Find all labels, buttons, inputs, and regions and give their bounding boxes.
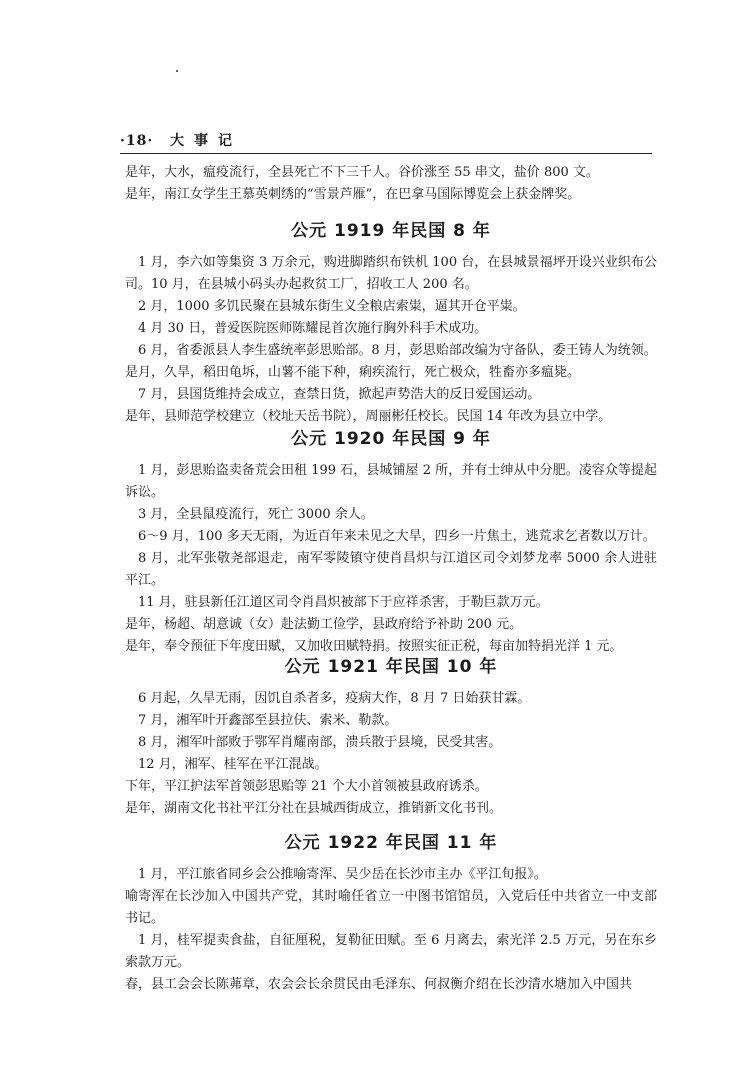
paragraph: 4 月 30 日，普爱医院医师陈耀昆首次施行胸外科手术成功。 [138,321,488,336]
page-number: ·18· [120,133,154,149]
section-1921 [125,652,657,820]
paragraph: 7 月，湘军叶开鑫部至县拉伕、索米、勒款。 [138,713,398,728]
paragraph: 7 月，县国货维持会成立，查禁日货，掀起声势浩大的反日爱国运动。 [138,387,541,402]
paragraph: 是年，大水，瘟疫流行，全县死亡不下三千人。谷价涨至 55 串文，盐价 800 文。 [125,165,599,180]
paragraph: 1 月，平江旅省同乡会公推喻寄浑、吴少岳在长沙市主办《平江旬报》。 [138,867,547,882]
paragraph: 是年，县师范学校建立（校址天岳书院），周丽彬任校长。民国 14 年改为县立中学。 [125,409,612,424]
paragraph: 是月，久旱，稻田龟坼，山薯不能下种，痢疾流行，死亡极众，牲畜亦多瘟毙。 [125,365,581,380]
paragraph: 是年，杨超、胡意诚（女）赴法勤工俭学，县政府给予补助 200 元。 [125,617,523,632]
section-title: 公元 1920 年民国 9 年 [291,429,491,449]
paragraph: 1 月，桂军提卖食盐，自征厘税，复勒征田赋。至 6 月离去，索光洋 2.5 万元，另在东乡索款万元。 [125,933,657,970]
paragraph: 喻寄浑在长沙加入中国共产党，其时喻任省立一中图书馆馆员，入党后任中共省立一中支部书记。 [125,889,657,926]
paragraph: 1 月，李六如等集资 3 万余元，购进脚踏织布铁机 100 台，在县城景福坪开设兴业织布公司。10 月，在县城小码头办起救贫工厂，招收工人 200 名。 [125,255,657,292]
paragraph: 春，县工会会长陈茀章，农会会长余贯民由毛泽东、何叔衡介绍在长沙清水塘加入中国共 [125,977,633,992]
section-1922 [125,828,657,996]
paragraph: 8 月，湘军叶部败于鄂军肖耀南部，溃兵散于县境，民受其害。 [138,735,502,750]
section-title: 公元 1919 年民国 8 年 [291,221,491,241]
paragraph: 1 月，彭思贻盗卖备荒会田租 199 石，县城铺屋 2 所，并有士绅从中分肥。凌容众等提起诉讼。 [125,463,657,500]
intro-block [125,162,657,206]
paragraph: 6 月，省委派县人李生盛统率彭思贻部。8 月，彭思贻部改编为守备队，委王铸人为统领。 [138,343,657,358]
paragraph: 3 月，全县鼠疫流行，死亡 3000 余人。 [138,507,374,522]
paragraph: 8 月，北军张敬尧部退走，南军零陵镇守使肖昌炽与江道区司令刘梦龙率 5000 余人进驻平江。 [125,551,657,588]
running-header [120,130,650,152]
paragraph: 11 月，驻县新任江道区司令肖昌炽被部下于应祥杀害，于勒巨款万元。 [138,595,549,610]
paragraph: 12 月，湘军、桂军在平江混战。 [138,757,328,772]
section-1920 [125,424,657,658]
paragraph: 2 月，1000 多饥民聚在县城东街生义全粮店索粜，逼其开仓平粜。 [138,299,526,314]
paragraph: 下年，平江护法军首领彭思贻等 21 个大小首领被县政府诱杀。 [125,779,488,794]
paragraph: 是年，奉令预征下年度田赋，又加收田赋特捐。按照实征正税，每亩加特捐光洋 1 元。 [125,639,623,654]
paragraph: 是年，湖南文化书社平江分社在县城西街成立，推销新文化书刊。 [125,801,503,816]
section-title: 公元 1922 年民国 11 年 [284,833,498,853]
scan-speck [176,70,178,72]
paragraph: 6 月起，久旱无雨，因饥自杀者多，疫病大作，8 月 7 日始获甘霖。 [138,691,531,706]
paragraph: 6～9 月，100 多天无雨，为近百年来未见之大旱，四乡一片焦土，逃荒求乞者数以万计。 [138,529,656,544]
section-title: 公元 1921 年民国 10 年 [284,657,498,677]
paragraph: 是年，南江女学生王慕英刺绣的“雪景芦雁”，在巴拿马国际博览会上获金牌奖。 [125,187,581,202]
header-rule [120,153,652,154]
running-title: 大事记 [170,133,242,149]
section-1919 [125,216,657,428]
